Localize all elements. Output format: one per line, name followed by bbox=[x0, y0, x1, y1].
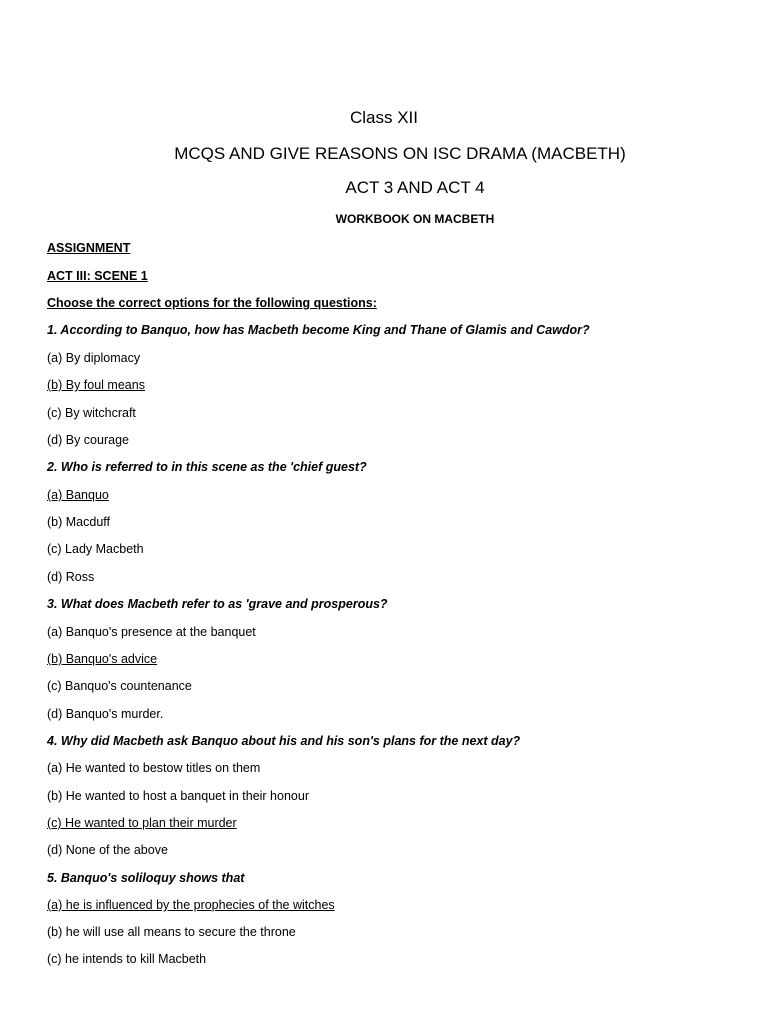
q1-option-b-answer: (b) By foul means bbox=[47, 378, 145, 392]
q4-option-a: (a) He wanted to bestow titles on them bbox=[47, 761, 261, 775]
acts-title: ACT 3 AND ACT 4 bbox=[345, 178, 485, 197]
question-3: 3. What does Macbeth refer to as 'grave and prosperous? bbox=[47, 597, 388, 611]
question-2: 2. Who is referred to in this scene as the 'chief guest? bbox=[47, 460, 367, 474]
q3-option-d: (d) Banquo's murder. bbox=[47, 707, 164, 721]
q4-option-c-answer: (c) He wanted to plan their murder bbox=[47, 816, 237, 830]
assignment-heading: ASSIGNMENT bbox=[47, 241, 131, 255]
q2-option-a-answer: (a) Banquo bbox=[47, 488, 109, 502]
q2-option-c: (c) Lady Macbeth bbox=[47, 542, 144, 556]
workbook-title: WORKBOOK ON MACBETH bbox=[335, 212, 495, 226]
q5-option-a-answer: (a) he is influenced by the prophecies of the witches bbox=[47, 898, 335, 912]
q1-option-c: (c) By witchcraft bbox=[47, 406, 136, 420]
q3-option-b-answer: (b) Banquo's advice bbox=[47, 652, 158, 666]
question-5: 5. Banquo's soliloquy shows that bbox=[47, 871, 245, 885]
q4-option-b: (b) He wanted to host a banquet in their honour bbox=[47, 789, 309, 803]
question-1: 1. According to Banquo, how has Macbeth become King and Thane of Glamis and Cawdor? bbox=[47, 323, 590, 337]
main-title: MCQS AND GIVE REASONS ON ISC DRAMA (MACBETH) bbox=[174, 144, 626, 163]
q5-option-b: (b) he will use all means to secure the throne bbox=[47, 925, 296, 939]
q2-option-b: (b) Macduff bbox=[47, 515, 110, 529]
q4-option-d: (d) None of the above bbox=[47, 843, 168, 857]
q1-option-d: (d) By courage bbox=[47, 433, 129, 447]
q1-option-a: (a) By diplomacy bbox=[47, 351, 141, 365]
question-4: 4. Why did Macbeth ask Banquo about his and his son's plans for the next day? bbox=[47, 734, 521, 748]
scene-heading: ACT III: SCENE 1 bbox=[47, 269, 148, 283]
class-title: Class XII bbox=[349, 108, 419, 127]
instruction-text: Choose the correct options for the following questions: bbox=[47, 296, 377, 310]
q3-option-c: (c) Banquo's countenance bbox=[47, 679, 192, 693]
q3-option-a: (a) Banquo's presence at the banquet bbox=[47, 625, 256, 639]
q5-option-c: (c) he intends to kill Macbeth bbox=[47, 952, 207, 966]
q2-option-d: (d) Ross bbox=[47, 570, 95, 584]
